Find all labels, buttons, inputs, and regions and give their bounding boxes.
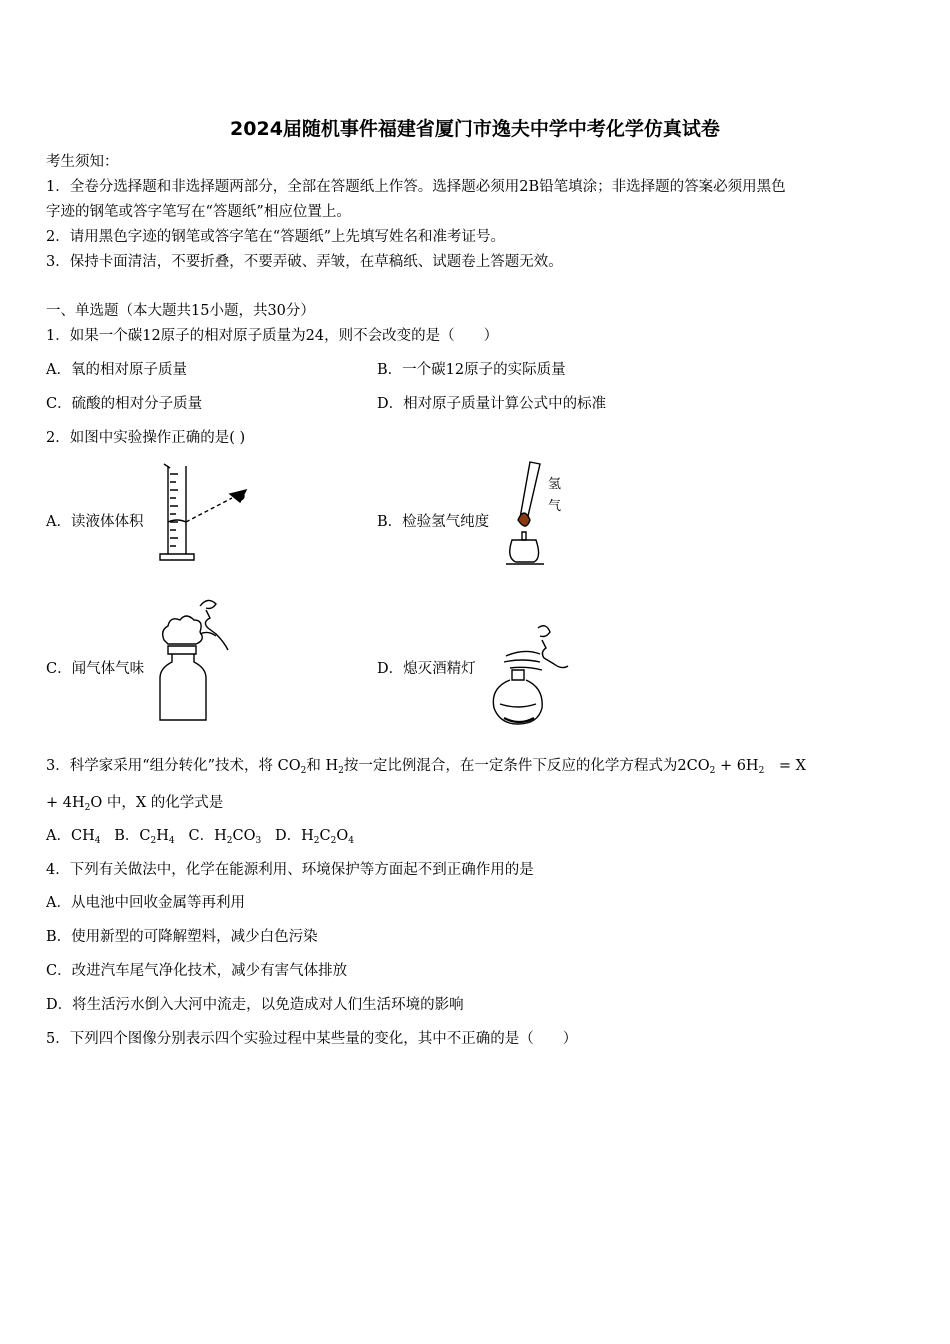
notice-heading: 考生须知： [46,154,119,170]
q4-option-d: D．将生活污水倒入大河中流走，以免造成对人们生活环境的影响 [46,997,464,1013]
q1-option-c: C．硫酸的相对分子质量 [46,396,203,412]
q3-option-d: D．$H_2C_2O_4$ [275,828,354,846]
q2-option-b: B．检验氢气纯度 [377,514,490,530]
cylinder-reading-figure [150,460,260,570]
hydrogen-test-figure [500,458,580,570]
section-heading: 一、单选题（本大题共15小题，共30分） [46,303,315,319]
q1-option-b: B．一个碳12原子的实际质量 [377,362,566,378]
alcohol-lamp-figure [480,618,590,728]
question-2-stem: 2．如图中实验操作正确的是( ) [46,430,246,446]
notice-item-1: 1．全卷分选择题和非选择题两部分，全部在答题纸上作答。选择题必须用2B铅笔填涂；非选择题的答案必须用黑色 [46,179,786,195]
q3-options [46,826,354,851]
q2-option-d: D．熄灭酒精灯 [377,661,476,677]
q3-option-b: B．$C_2H_4$ [114,828,175,846]
question-3-stem: 3．科学家采用“组分转化”技术，将 $CO_2$和 $H_2$按一定比例混合，在一定条件下反应的化学方程式为$2CO_2 + 6H_2$ = X [46,758,806,776]
q2-option-a: A．读液体体积 [46,514,144,530]
question-4-stem: 4．下列有关做法中，化学在能源利用、环境保护等方面起不到正确作用的是 [46,862,534,878]
tube-label-1: 氢 [548,477,562,492]
notice-item-1-cont: 字迹的钢笔或答字笔写在“答题纸”相应位置上。 [46,204,351,220]
q1-option-d: D．相对原子质量计算公式中的标准 [377,396,607,412]
question-5-stem: 5．下列四个图像分别表示四个实验过程中某些量的变化，其中不正确的是（ ） [46,1031,578,1047]
notice-item-2: 2．请用黑色字迹的钢笔或答字笔在“答题纸”上先填写姓名和准考证号。 [46,229,506,245]
question-3-stem-cont: + $4H_2O$ 中，X 的化学式是 [46,795,224,813]
page-title: 2024届随机事件福建省厦门市逸夫中学中考化学仿真试卷 [230,118,720,140]
tube-label-2: 气 [548,499,562,514]
smell-gas-figure [150,594,250,726]
question-1-stem: 1．如果一个碳12原子的相对原子质量为24，则不会改变的是（ ） [46,328,499,344]
q3-option-c: C．$H_2CO_3$ [188,828,262,846]
q4-option-a: A．从电池中回收金属等再利用 [46,895,245,911]
q1-option-a: A．氧的相对原子质量 [46,362,187,378]
q4-option-c: C．改进汽车尾气净化技术，减少有害气体排放 [46,963,348,979]
notice-item-3: 3．保持卡面清洁，不要折叠，不要弄破、弄皱，在草稿纸、试题卷上答题无效。 [46,254,563,270]
q2-option-c: C．闻气体气味 [46,661,145,677]
q4-option-b: B．使用新型的可降解塑料，减少白色污染 [46,929,318,945]
q3-option-a: A．$CH_4$ [46,828,101,846]
